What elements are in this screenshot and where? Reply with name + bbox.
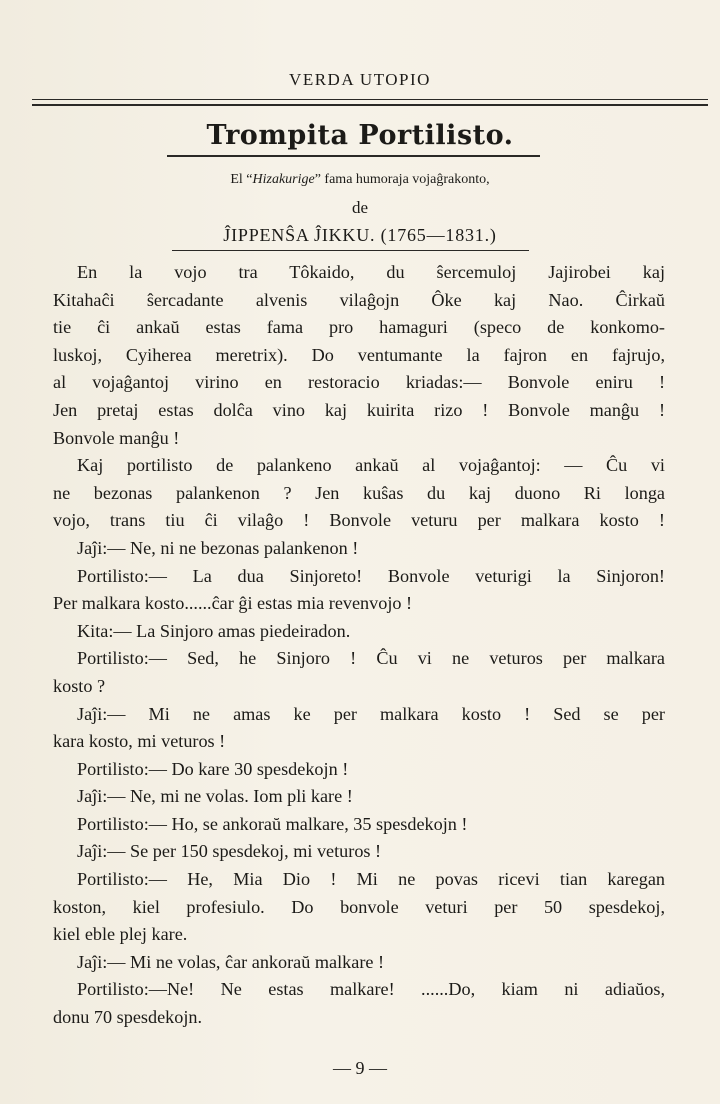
- text-line: luskoj, Cyiherea meretrix). Do ventumante la fajron en fajrujo,: [53, 344, 665, 365]
- text-line: Bonvole manĝu !: [53, 427, 180, 448]
- author-name: ĴIPPENŜA ĴIKKU. (1765—1831.): [223, 225, 497, 245]
- text-line: Jaĵi:— Mi ne volas, ĉar ankoraŭ malkare !: [77, 951, 385, 972]
- by-line: de: [351, 198, 369, 217]
- source-note-prefix: El “: [230, 172, 253, 187]
- text-line: vojo, trans tiu ĉi vilaĝo ! Bonvole veturu per malkara kosto !: [53, 510, 665, 531]
- text-line: kosto ?: [53, 675, 106, 696]
- text-line: al vojaĝantoj virino en restoracio kriadas:— Bonvole eniru !: [53, 372, 665, 393]
- story-title: Trompita Portilisto.: [206, 120, 514, 151]
- text-line: donu 70 spesdekojn.: [53, 1007, 203, 1028]
- text-line: ne bezonas palankenon ? Jen kuŝas du kaj duono Ri longa: [53, 482, 665, 503]
- text-line: Kaj portilisto de palankeno ankaŭ al vojaĝantoj: — Ĉu vi: [77, 455, 665, 476]
- text-line: Portilisto:— Do kare 30 spesdekojn !: [77, 758, 349, 779]
- source-note: [0, 172, 720, 188]
- text-line: Portilisto:— He, Mia Dio ! Mi ne povas ricevi tian karegan: [77, 869, 665, 890]
- author-underline: [172, 250, 529, 251]
- text-line: koston, kiel profesiulo. Do bonvole veturi per 50 spesdekoj,: [53, 896, 665, 917]
- text-line: Per malkara kosto......ĉar ĝi estas mia revenvojo !: [53, 593, 413, 614]
- text-line: Kitahaĉi ŝercadante alvenis vilaĝojn Ôke kaj Nao. Ĉirkaŭ: [53, 289, 665, 310]
- text-line: Portilisto:— Ho, se ankoraŭ malkare, 35 spesdekojn !: [77, 813, 468, 834]
- text-line: Portilisto:— La dua Sinjoreto! Bonvole veturigi la Sinjoron!: [77, 565, 665, 586]
- source-work-title: Hizakurige: [252, 172, 315, 187]
- page-number: — 9 —: [333, 1058, 387, 1078]
- text-line: Jaĵi:— Ne, mi ne volas. Iom pli kare !: [77, 786, 353, 807]
- text-line: Jen pretaj estas dolĉa vino kaj kuirita rizo ! Bonvole manĝu !: [53, 399, 665, 420]
- text-line: Jaĵi:— Mi ne amas ke per malkara kosto ! Sed se per: [77, 703, 665, 724]
- running-head: VERDA UTOPIO: [289, 70, 431, 89]
- text-line: Kita:— La Sinjoro amas piedeiradon.: [77, 620, 351, 641]
- text-line: kiel eble plej kare.: [53, 924, 188, 945]
- header-rule-thick: [32, 104, 708, 106]
- text-line: Jaĵi:— Se per 150 spesdekoj, mi veturos !: [77, 841, 382, 862]
- header-rule-thin: [32, 99, 708, 100]
- text-line: Portilisto:— Sed, he Sinjoro ! Ĉu vi ne veturos per malkara: [77, 648, 665, 669]
- source-note-suffix: ” fama humoraja vojaĝrakonto,: [314, 172, 490, 187]
- text-line: Portilisto:—Ne! Ne estas malkare! ......Do, kiam ni adiaŭos,: [77, 979, 665, 1000]
- story-body: [53, 259, 665, 1032]
- text-line: Jaĵi:— Ne, ni ne bezonas palankenon !: [77, 537, 359, 558]
- text-line: tie ĉi ankaŭ estas fama pro hamaguri (speco de konkomo-: [53, 317, 665, 338]
- text-line: kara kosto, mi veturos !: [53, 731, 226, 752]
- title-underline: [167, 155, 540, 157]
- text-line: En la vojo tra Tôkaido, du ŝercemuloj Jajirobei kaj: [77, 262, 665, 282]
